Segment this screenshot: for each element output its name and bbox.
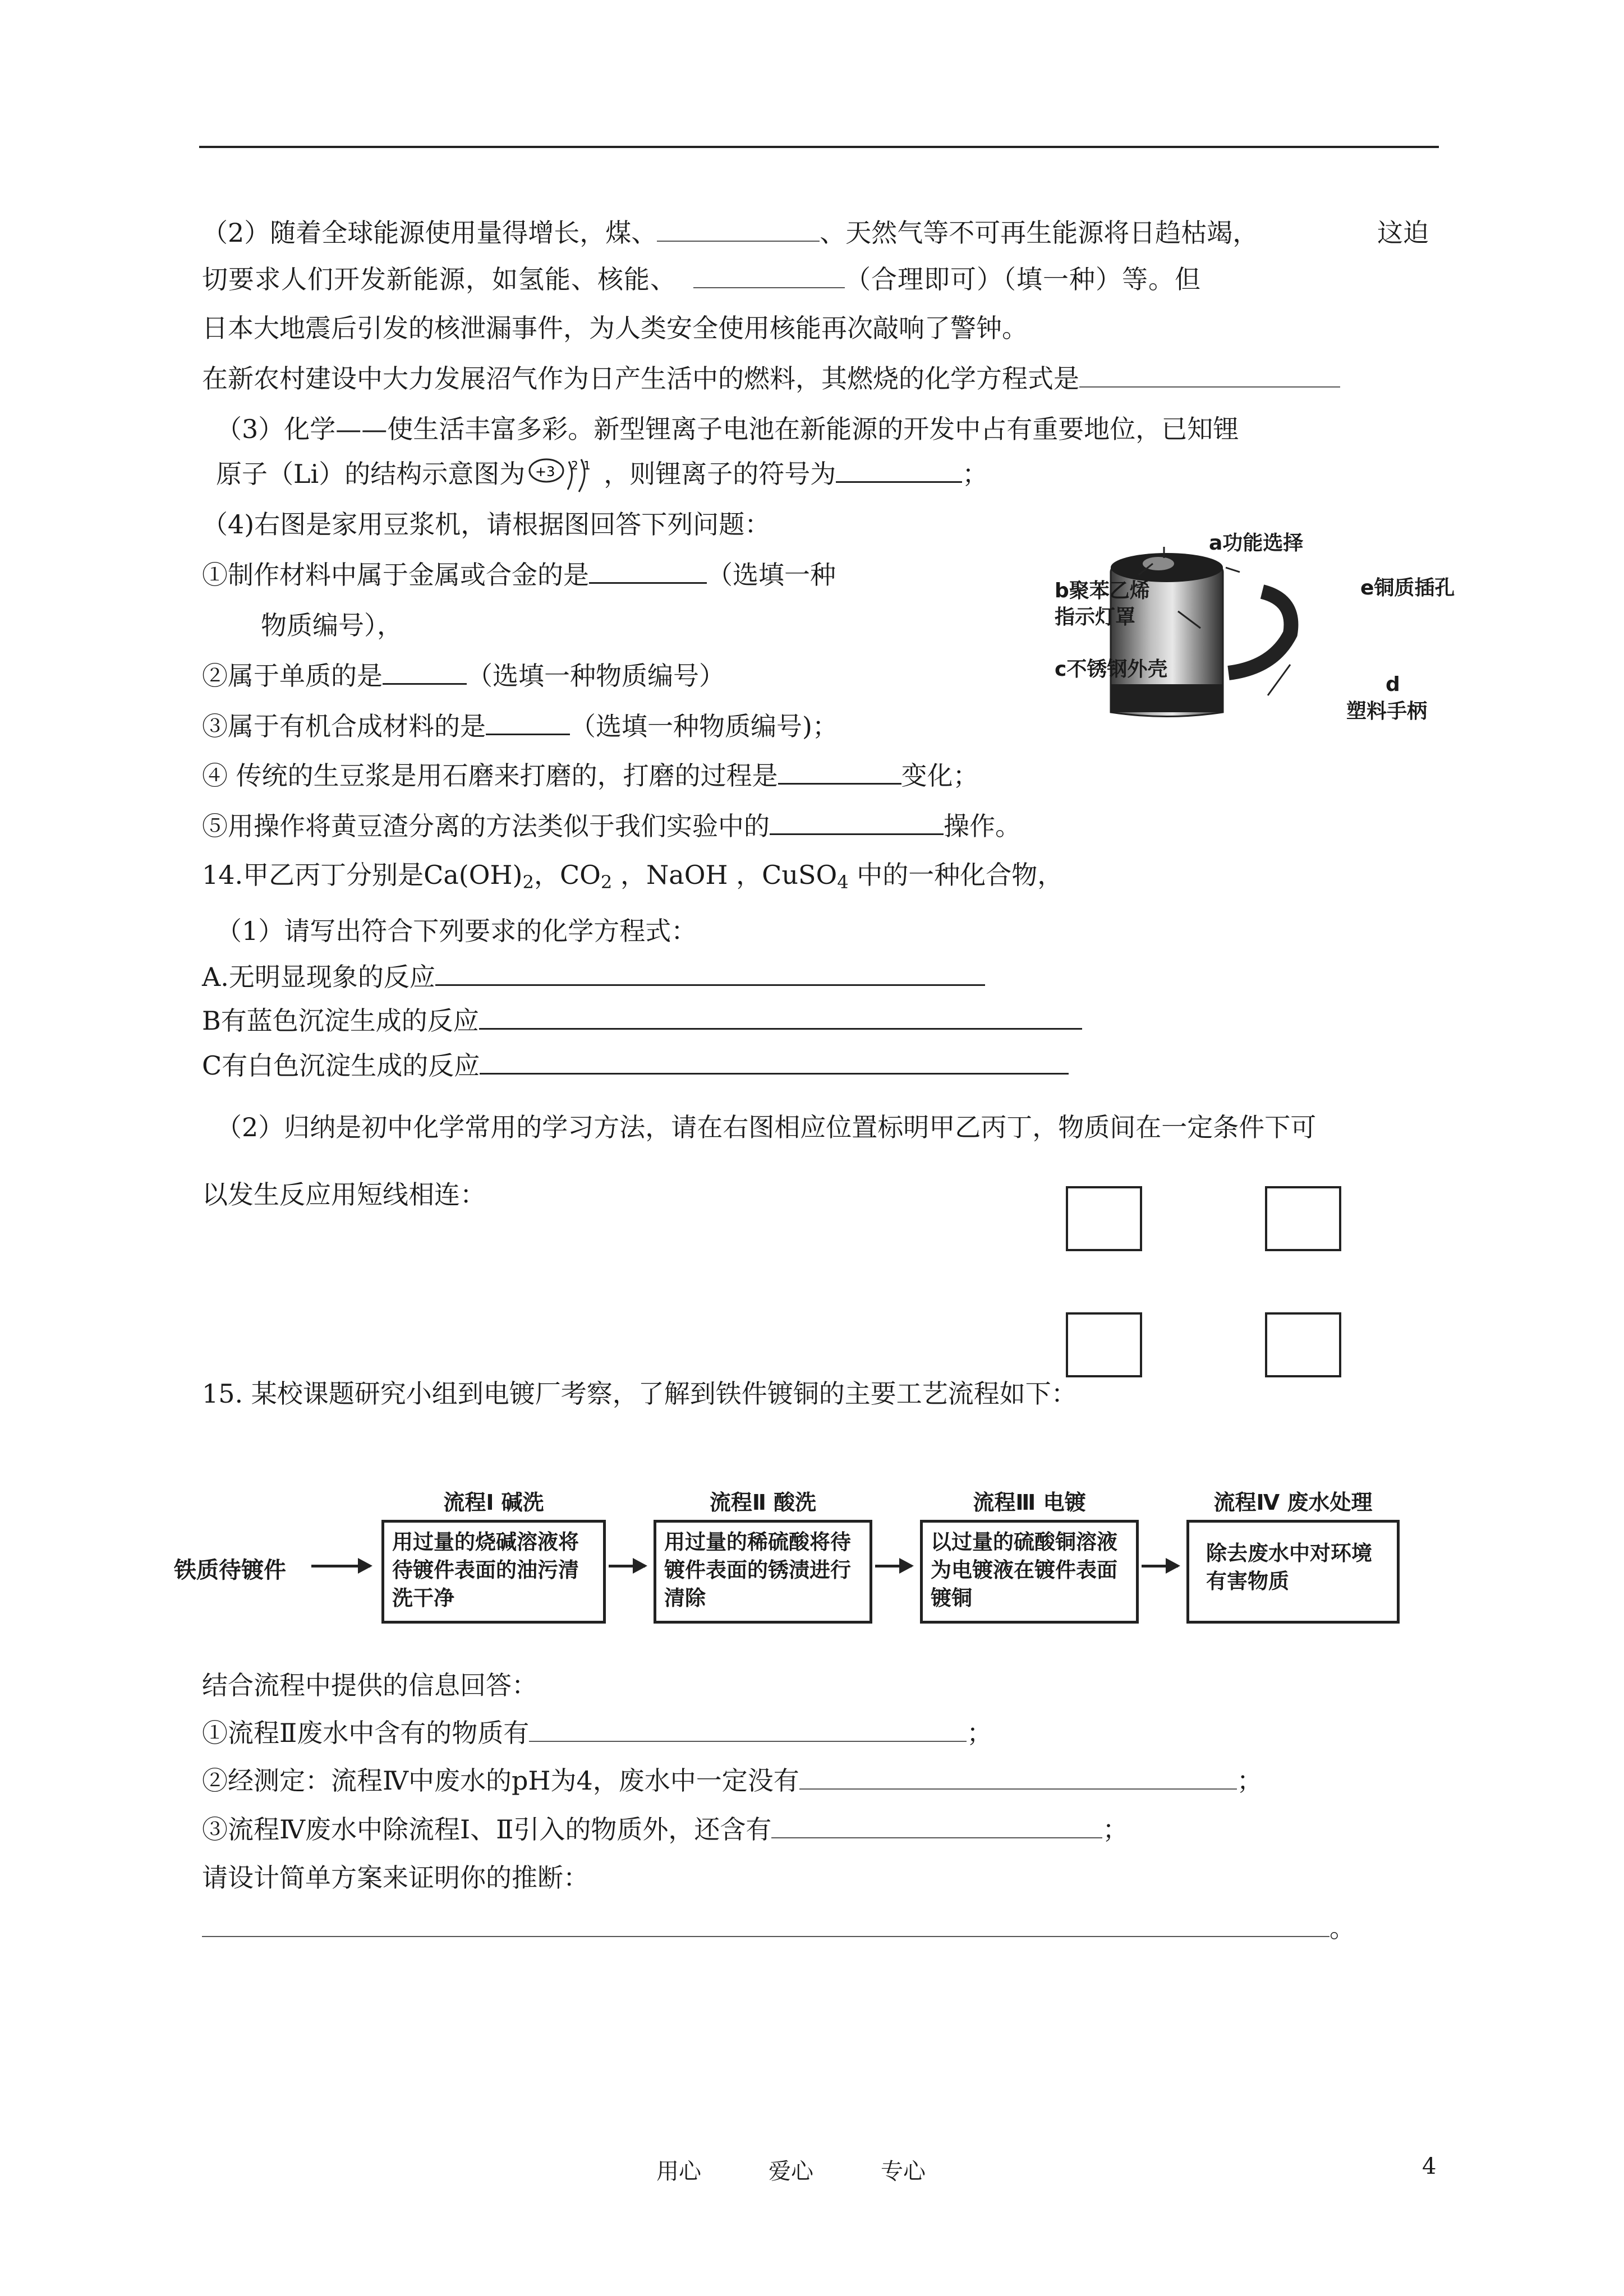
q15-intro: 结合流程中提供的信息回答： (202, 1670, 537, 1700)
flow-arrow-1 (609, 1565, 645, 1567)
q14-p2-line2: 以发生反应用短线相连： (202, 1179, 486, 1210)
li-shell2-electrons: 1 (583, 459, 591, 472)
label-b-indicator-cover: 指示灯罩 (1055, 606, 1136, 629)
label-d-plastic-handle: 塑料手柄 (1346, 700, 1428, 723)
flow-step4-title: 流程Ⅳ 废水处理 (1213, 1490, 1373, 1515)
answer-blank-metal-part[interactable] (589, 560, 707, 584)
label-e-copper-socket: e铜质插孔 (1360, 577, 1455, 600)
answer-blank-q14-B[interactable] (479, 1006, 1082, 1030)
flow-arrow-2 (875, 1565, 912, 1567)
q13-p2-line3: 日本大地震后引发的核泄漏事件，为人类安全使用核能再次敲响了警钟。 (202, 313, 1028, 343)
q13-p2-line1-end: 这迫 (1377, 218, 1429, 248)
li-nucleus-label: +3 (535, 464, 555, 480)
answer-blank-q15-3[interactable] (771, 1815, 1102, 1838)
answer-blank-q15-4[interactable] (202, 1914, 1329, 1937)
q13-p2-line4: 在新农村建设中大力发展沼气作为日产生活中的燃料，其燃烧的化学方程式是 (202, 362, 1340, 395)
label-a-function-select: a功能选择 (1209, 532, 1304, 555)
flow-step2-title: 流程Ⅱ 酸洗 (709, 1490, 817, 1515)
answer-blank-new-energy[interactable] (693, 265, 845, 288)
answer-blank-change-type[interactable] (778, 760, 901, 785)
substance-box-bottom-right[interactable] (1265, 1312, 1341, 1377)
q13-p3-line2: 原子（Li）的结构示意图为 +3 2 1 ，则锂离子的符号为 ； (216, 457, 988, 493)
substance-box-top-left[interactable] (1066, 1186, 1142, 1251)
answer-blank-biogas-equation[interactable] (1079, 364, 1340, 388)
q13-p4-item1: ①制作材料中属于金属或合金的是 （选填一种 (202, 560, 836, 590)
answer-blank-q15-1[interactable] (529, 1718, 967, 1742)
substance-box-top-right[interactable] (1265, 1186, 1341, 1251)
plating-flow-diagram (174, 1469, 1408, 1649)
q14-A: A.无明显现象的反应 (202, 960, 985, 994)
flow-step1-box: 用过量的烧碱溶液将待镀件表面的油污清洗干净 (381, 1520, 606, 1624)
label-b-polystyrene: b聚苯乙烯 (1055, 579, 1150, 602)
q14-p1: （1）请写出符合下列要求的化学方程式： (216, 916, 697, 946)
flow-step1-title: 流程Ⅰ 碱洗 (443, 1490, 544, 1515)
page-number: 4 (1422, 2154, 1437, 2179)
soymilk-machine-illustration (1055, 533, 1492, 746)
flow-step3-title: 流程Ⅲ 电镀 (973, 1490, 1086, 1515)
q13-p4-item5: ⑤用操作将黄豆渣分离的方法类似于我们实验中的 操作。 (202, 811, 1021, 841)
q14-stem: 14.甲乙丙丁分别是$Ca(OH)_2$，$CO_2$ ，NaOH ，CuSO$_4$ 中的一种化合物， (202, 860, 1064, 893)
q13-p4-item1-cont: 物质编号）， (261, 610, 403, 640)
substance-box-bottom-left[interactable] (1066, 1312, 1142, 1377)
li-shell1-electrons: 2 (571, 459, 578, 472)
q13-p4-intro: （4)右图是家用豆浆机，请根据图回答下列问题： (202, 509, 771, 540)
flow-arrow-input (311, 1565, 370, 1567)
q14-p2-line1: （2）归纳是初中化学常用的学习方法，请在右图相应位置标明甲乙丙丁，物质间在一定条件下可 (216, 1112, 1317, 1142)
q15-stem: 15. 某校课题研究小组到电镀厂考察，了解到铁件镀铜的主要工艺流程如下： (202, 1378, 1077, 1409)
flow-input-label: 铁质待镀件 (174, 1557, 286, 1583)
answer-blank-element[interactable] (383, 661, 467, 685)
header-rule (199, 146, 1439, 148)
answer-blank-q14-A[interactable] (435, 962, 985, 986)
q13-p2-line1: （2）随着全球能源使用量得增长，煤、 、天然气等不可再生能源将日趋枯竭， (202, 218, 1259, 248)
answer-blank-q14-C[interactable] (480, 1050, 1069, 1075)
answer-blank-fossil-fuel[interactable] (657, 218, 820, 242)
q13-p2-line2: 切要求人们开发新能源，如氢能、核能、 （合理即可）（填一种）等。但 (202, 264, 1201, 294)
lithium-atom-diagram (525, 459, 604, 493)
answer-blank-operation[interactable] (770, 811, 944, 835)
q13-p4-item4: ④ 传统的生豆浆是用石磨来打磨的，打磨的过程是 变化； (202, 760, 979, 791)
q15-a2: ②经测定：流程Ⅳ中废水的pH为4，废水中一定没有 ； (202, 1765, 1263, 1796)
label-d: d (1386, 673, 1400, 696)
q14-B: B有蓝色沉淀生成的反应 (202, 1004, 1082, 1038)
q15-a4: 请设计简单方案来证明你的推断： (202, 1862, 589, 1893)
q15-a4-answer: 。 (202, 1911, 1355, 1945)
flow-step2-box: 用过量的稀硫酸将待镀件表面的锈渍进行清除 (654, 1520, 872, 1624)
flow-step3-box: 以过量的硫酸铜溶液为电镀液在镀件表面镀铜 (920, 1520, 1139, 1624)
footer-word-3: 专心 (881, 2159, 926, 2184)
q15-a1: ①流程Ⅱ废水中含有的物质有 ； (202, 1718, 993, 1748)
footer-word-1: 用心 (656, 2159, 701, 2184)
answer-blank-li-ion-symbol[interactable] (836, 459, 962, 483)
flow-step4-box: 除去废水中对环境有害物质 (1186, 1520, 1400, 1624)
answer-blank-q15-2[interactable] (799, 1766, 1237, 1790)
q13-p4-item2: ②属于单质的是 （选填一种物质编号） (202, 661, 725, 691)
answer-blank-synthetic-material[interactable] (486, 711, 570, 735)
footer-word-2: 爱心 (769, 2159, 813, 2184)
q15-a3: ③流程Ⅳ废水中除流程Ⅰ、Ⅱ引入的物质外，还含有 ； (202, 1814, 1129, 1845)
flow-arrow-3 (1142, 1565, 1178, 1567)
q13-p4-item3: ③属于有机合成材料的是 （选填一种物质编号)； (202, 711, 838, 741)
q14-C: C有白色沉淀生成的反应 (202, 1049, 1069, 1082)
label-c-stainless-shell: c不锈钢外壳 (1055, 658, 1168, 681)
q13-p3-line1: （3）化学——使生活丰富多彩。新型锂离子电池在新能源的开发中占有重要地位，已知锂 (216, 414, 1239, 444)
